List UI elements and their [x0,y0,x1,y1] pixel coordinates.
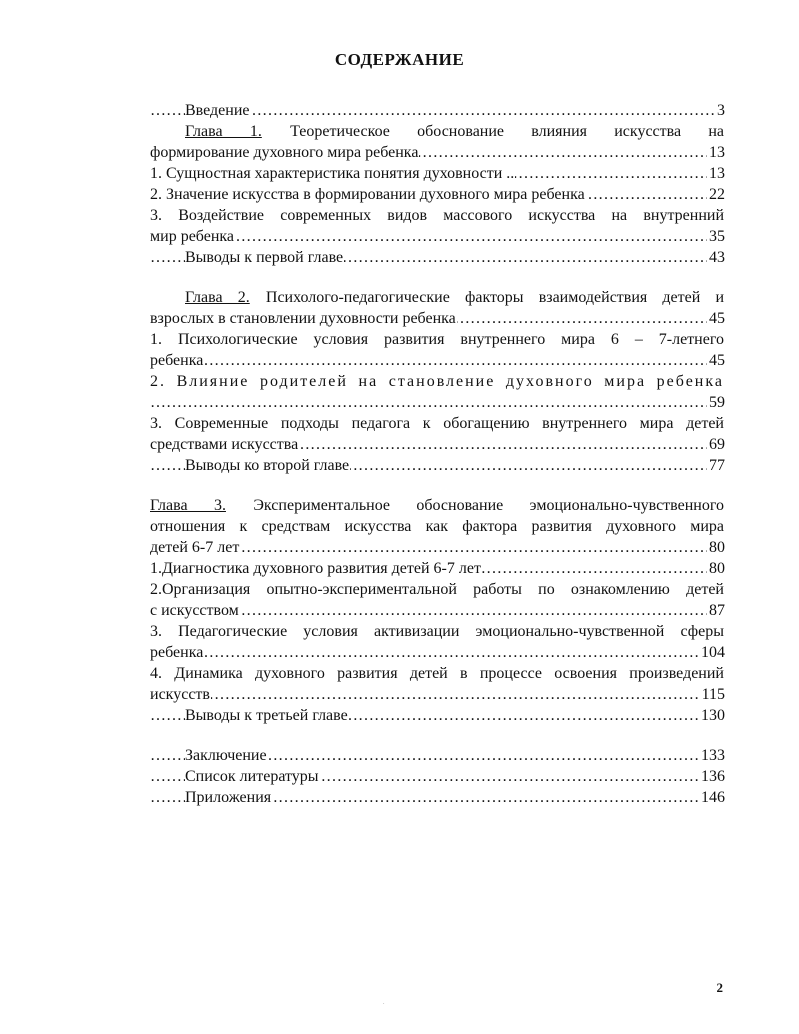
toc-entry-label: мир ребенка [150,228,235,245]
toc-chapter-3-title-mid [150,516,725,537]
chapter-title-part: Психолого-педагогические факторы взаимодействия детей и [265,289,725,306]
toc-chapter-2-title-end [150,308,725,329]
toc-entry-3-4-line2 [150,684,725,705]
toc-entry-page: 133 [701,747,725,764]
toc-entry-1-conclusion [150,247,725,268]
page-number: 2 [716,980,723,995]
toc-entry-label: 3. Современные подходы педагога к обогащению внутреннего мира детей [150,415,724,432]
table-of-contents [150,100,725,808]
toc-entry-label: Список литературы [185,768,319,785]
toc-entry-label: ребенка [150,644,204,661]
toc-chapter-1-heading [150,121,725,142]
chapter-title-part: отношения к средствам искусства как фактора развития духовного мира [150,518,724,535]
toc-entry-label: Выводы к третьей главе [185,707,348,724]
toc-entry-2-3-line1 [150,413,725,434]
toc-entry-3-2-line2 [150,600,725,621]
toc-entry-page: 59 [709,394,725,411]
chapter-title-part: Теоретическое обоснование влияния искусства на [290,123,725,140]
chapter-label: Глава 2. [185,289,250,306]
chapter-title-part: формирование духовного мира ребенка [150,144,419,161]
toc-entry-page: 77 [709,457,725,474]
chapter-title-part: детей 6-7 лет [150,539,240,556]
toc-entry-literature [150,766,725,787]
toc-entry-label: с искусством [150,602,239,619]
toc-entry-1-3-line1 [150,205,725,226]
toc-entry-2-1-line2 [150,350,725,371]
toc-entry-label: 3. Воздействие современных видов массового искусства на внутренний [150,207,724,224]
toc-entry-2-2-line2 [150,392,725,413]
toc-entry-page: 80 [709,560,725,577]
chapter-title-part: взрослых в становлении духовности ребенка [150,310,456,327]
toc-entry-label: искусств [150,686,210,703]
toc-entry-label: Приложения [185,789,272,806]
toc-entry-label: Выводы к первой главе [185,249,344,266]
toc-entry-page: 43 [709,249,725,266]
toc-entry-label: 1.Диагностика духовного развития детей 6-7 лет [150,560,481,577]
chapter-label: Глава 3. [150,497,226,514]
toc-entry-page: 22 [709,186,725,203]
toc-entry-label: 2. Значение искусства в формировании духовного мира ребенка [150,186,585,203]
toc-entry-page: 3 [717,102,725,119]
toc-chapter-2-heading [150,287,725,308]
toc-entry-label: Введение [185,102,250,119]
toc-entry-label: Заключение [185,747,267,764]
toc-entry-label: Выводы ко второй главе [185,457,350,474]
scan-dot: . [383,1000,385,1006]
toc-entry-page: 104 [701,644,725,661]
toc-entry-intro [150,100,725,121]
toc-entry-3-3-line2 [150,642,725,663]
toc-entry-label: 2.Организация опытно-экспериментальной работы по ознакомлению детей [150,581,724,598]
toc-entry-page: 130 [701,707,725,724]
toc-entry-page: 13 [709,144,725,161]
toc-entry-label: 1. Сущностная характеристика понятия духовности .. [150,165,515,182]
toc-entry-label: 2. Влияние родителей на становление духовного мира ребенка [150,373,724,390]
toc-entry-page: 80 [709,539,725,556]
toc-entry-label: ребенка [150,352,204,369]
toc-entry-label: 3. Педагогические условия активизации эмоционально-чувственной сферы [150,623,724,640]
toc-entry-1-3-line2 [150,226,725,247]
toc-entry-2-3-line2 [150,434,725,455]
page-title: СОДЕРЖАНИЕ [334,50,465,69]
toc-entry-page: 136 [701,768,725,785]
toc-entry-label: средствами искусства [150,436,299,453]
toc-entry-appendix [150,787,725,808]
toc-entry-1-1 [150,163,725,184]
chapter-label: Глава 1. [185,123,262,140]
chapter-title-part: Экспериментальное обоснование эмоционально-чувственного [253,497,725,514]
toc-entry-3-1 [150,558,725,579]
toc-entry-page: 35 [709,228,725,245]
toc-entry-conclusion [150,745,725,766]
toc-entry-page: 45 [709,310,725,327]
toc-entry-page: 13 [709,165,725,182]
toc-entry-3-conclusion [150,705,725,726]
toc-entry-1-2 [150,184,725,205]
toc-entry-page: 87 [709,602,725,619]
toc-entry-page: 45 [709,352,725,369]
toc-entry-page: 69 [709,436,725,453]
toc-entry-2-conclusion [150,455,725,476]
toc-entry-label: 4. Динамика духовного развития детей в процессе освоения произведений [150,665,724,682]
toc-entry-page: 115 [701,686,725,703]
toc-entry-page: 146 [701,789,725,806]
toc-chapter-3-heading [150,495,725,516]
toc-entry-3-4-line1 [150,663,725,684]
toc-entry-2-2-line1 [150,371,725,392]
toc-entry-label: 1. Психологические условия развития внутреннего мира 6 – 7-летнего [150,331,724,348]
toc-entry-3-3-line1 [150,621,725,642]
toc-entry-2-1-line1 [150,329,725,350]
toc-chapter-3-title-end [150,537,725,558]
toc-chapter-1-title-end [150,142,725,163]
toc-entry-3-2-line1 [150,579,725,600]
